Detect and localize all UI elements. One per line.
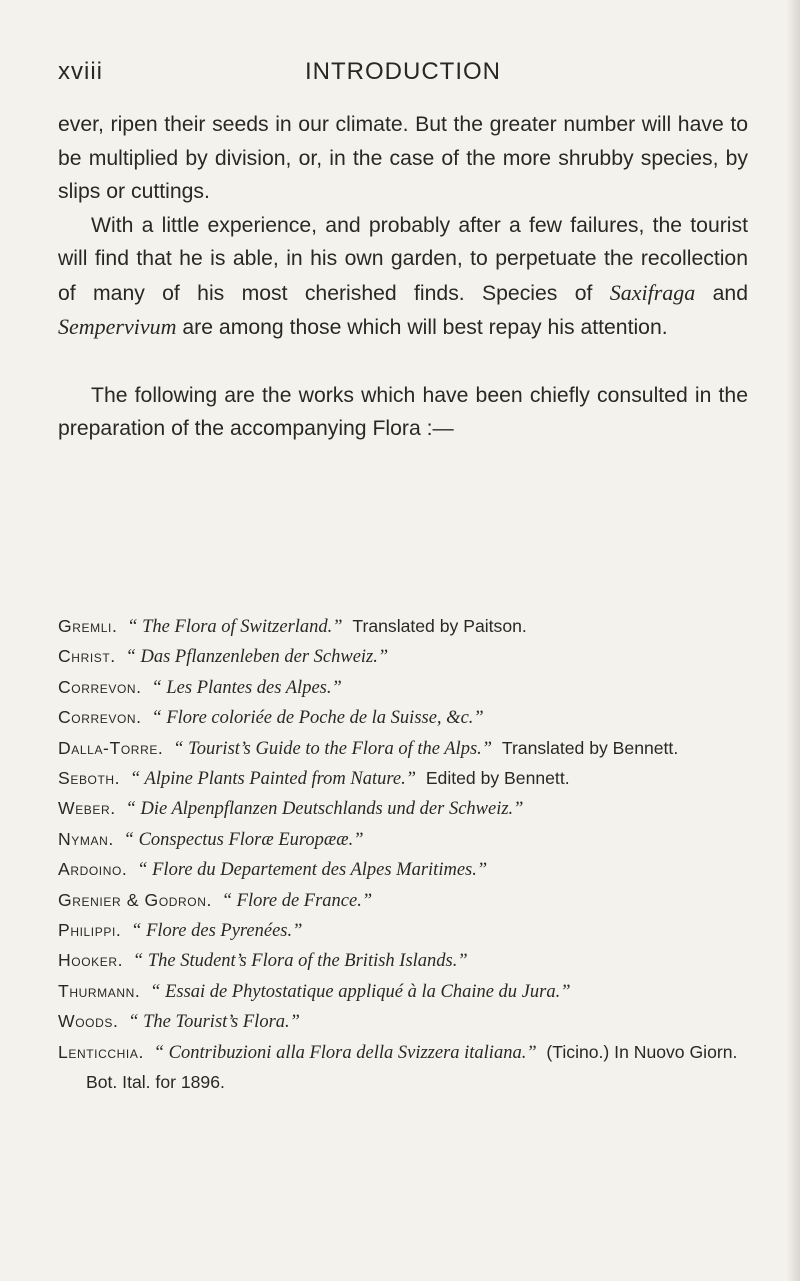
entry-author: Lenticchia. (58, 1041, 144, 1062)
entry-author: Gremli. (58, 616, 118, 636)
entry-note: (Ticino.) In Nuovo Giorn. Bot. Ital. for 1896. (86, 1041, 738, 1093)
paragraph-2-text-a: With a little experience, and probably after a few failures, the tourist will find that he is able, in his own garden, to perpetuate the recollection of many of his most cherished finds. Species of (58, 213, 748, 305)
entry-author: Grenier & Godron. (58, 889, 212, 910)
body-text (58, 108, 748, 446)
entry-author: Correvon. (58, 676, 142, 697)
bibliography-entry (58, 612, 748, 642)
entry-author: Weber. (58, 798, 116, 819)
entry-title: “ Flore coloriée de Poche de la Suisse, &c.” (151, 708, 484, 729)
paragraph-2-text-b: and (695, 281, 748, 305)
entry-author: Hooker. (58, 950, 124, 971)
bibliography-entry (58, 1038, 748, 1098)
entry-author: Ardoino. (58, 859, 128, 880)
bibliography-entry (58, 642, 748, 672)
bibliography-entry (58, 977, 748, 1007)
entry-author: Christ. (58, 646, 116, 667)
entry-note: Edited by Bennett. (425, 768, 570, 789)
entry-note: Translated by Bennett. (501, 737, 679, 758)
paragraph-2-text-c: are among those which will best repay his attention. (176, 316, 668, 339)
entry-title: “ Die Alpenpflanzen Deutschlands und der Schweiz.” (125, 799, 524, 820)
entry-author: Seboth. (58, 768, 121, 789)
entry-title: “ Essai de Phytostatique appliqué à la Chaine du Jura.” (150, 981, 571, 1002)
entry-title: “ Flore des Pyrenées.” (131, 921, 303, 942)
entry-title: “ Flore du Departement des Alpes Maritimes.” (137, 860, 488, 881)
entry-author: Correvon. (58, 707, 142, 728)
bibliography-entry (58, 1007, 748, 1037)
page-number: xviii (58, 58, 103, 85)
bibliography-entry (58, 886, 748, 916)
entry-title: “ The Student’s Flora of the British Islands.” (132, 951, 468, 972)
entry-title: “ Flore de France.” (221, 890, 373, 911)
bibliography-entry (58, 673, 748, 703)
bibliography-entry (58, 764, 748, 794)
bibliography-list (58, 612, 748, 1098)
entry-author: Woods. (58, 1011, 119, 1032)
bibliography-entry (58, 946, 748, 976)
entry-title: “ Conspectus Floræ Europææ.” (123, 829, 364, 850)
page-header (58, 58, 748, 88)
bibliography-entry (58, 825, 748, 855)
entry-title: “ Tourist’s Guide to the Flora of the Alps.” (173, 738, 493, 759)
paragraph-2 (58, 209, 748, 345)
entry-title: “ Das Pflanzenleben der Schweiz.” (125, 647, 389, 668)
bibliography-entry (58, 734, 748, 764)
genus-saxifraga: Saxifraga (609, 279, 696, 305)
entry-note: Translated by Paitson. (352, 616, 527, 636)
entry-author: Philippi. (58, 920, 122, 941)
running-head: INTRODUCTION (305, 58, 501, 85)
entry-title: “ The Tourist’s Flora.” (128, 1012, 300, 1033)
bibliography-entry (58, 916, 748, 946)
entry-title: “ Contribuzioni alla Flora della Svizzera italiana.” (153, 1042, 537, 1063)
paragraph-1: ever, ripen their seeds in our climate. But the greater number will have to be multiplied by division, or, in the case of the more shrubby species, by slips or cuttings. (58, 113, 748, 203)
bibliography-entry (58, 703, 748, 733)
bibliography-entry (58, 855, 748, 885)
paragraph-3: The following are the works which have been chiefly consulted in the preparation of the accompanying Flora :— (58, 383, 748, 440)
entry-author: Thurmann. (58, 980, 141, 1001)
entry-author: Nyman. (58, 828, 114, 849)
genus-sempervivum: Sempervivum (58, 314, 177, 339)
entry-author: Dalla-Torre. (58, 737, 164, 758)
page-edge-shadow (786, 0, 800, 1281)
entry-title: “ Alpine Plants Painted from Nature.” (129, 769, 417, 790)
entry-title: “ The Flora of Switzerland.” (127, 617, 343, 637)
entry-title: “ Les Plantes des Alpes.” (151, 677, 342, 698)
bibliography-entry (58, 794, 748, 824)
